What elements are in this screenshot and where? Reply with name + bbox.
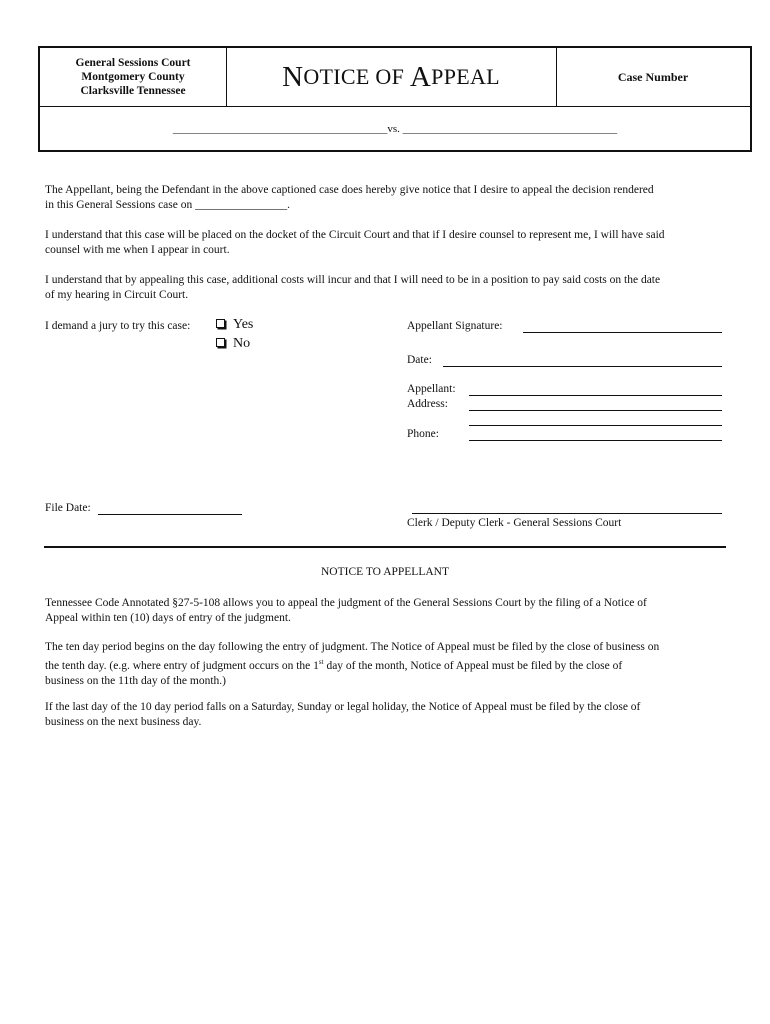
title-cap-1: N <box>282 60 304 93</box>
notice2-line2 <box>45 655 735 674</box>
file-date-label: File Date: <box>45 502 91 514</box>
para3-line1: I understand that by appealing this case, additional costs will incur and that I will need to be in a position to pay said costs on the date <box>45 274 661 286</box>
header-box <box>38 46 752 152</box>
notice2-sup: st <box>318 658 324 666</box>
parties-vs-line[interactable]: _______________________________________vs. _______________________________________ <box>172 123 618 135</box>
para1-line1: The Appellant, being the Defendant in the above captioned case does hereby give notice that I desire to appeal the decision rendered <box>45 184 654 196</box>
address-label: Address: <box>407 398 448 410</box>
notice2-line2-b: day of the month, Notice of Appeal must be filed by the close of <box>323 659 623 672</box>
phone-field[interactable] <box>469 439 722 441</box>
notice-heading: NOTICE TO APPELLANT <box>321 566 449 578</box>
notice3-line1: If the last day of the 10 day period falls on a Saturday, Sunday or legal holiday, the Notice of Appeal must be filed by the close of <box>45 701 641 713</box>
para1-line2: in this General Sessions case on ________________. <box>45 199 290 211</box>
court-line-1: General Sessions Court <box>75 57 191 69</box>
title-rest-2: PPEAL <box>431 64 500 89</box>
address-field-2[interactable] <box>469 424 722 426</box>
signature-field[interactable] <box>523 331 722 333</box>
title-cap-2: A <box>409 60 432 93</box>
yes-label: Yes <box>233 317 254 332</box>
case-number-label: Case Number <box>617 69 689 84</box>
court-line-2: Montgomery County <box>81 71 185 83</box>
paragraph-costs <box>45 273 735 303</box>
phone-label: Phone: <box>407 428 439 440</box>
para2-line1: I understand that this case will be placed on the docket of the Circuit Court and that if I desire counsel to represent me, I will have said <box>45 229 665 241</box>
notice2-line1: The ten day period begins on the day following the entry of judgment. The Notice of Appeal must be filed by the close of business on <box>45 641 660 653</box>
appellant-label: Appellant: <box>407 383 456 395</box>
yes-checkbox[interactable] <box>216 319 225 328</box>
section-divider <box>44 546 726 548</box>
signature-label: Appellant Signature: <box>407 320 503 332</box>
title-rest-1: OTICE OF <box>303 64 410 89</box>
date-label: Date: <box>407 354 432 366</box>
jury-yes-option[interactable] <box>216 317 253 333</box>
address-field-1[interactable] <box>469 409 722 411</box>
notice2-line2-a: the tenth day. (e.g. where entry of judgment occurs on the 1 <box>45 659 319 672</box>
header-row <box>40 48 750 107</box>
para3-line2: of my hearing in Circuit Court. <box>45 289 189 301</box>
jury-no-option[interactable] <box>216 336 250 352</box>
date-field[interactable] <box>443 365 722 367</box>
court-line-3: Clarksville Tennessee <box>80 85 186 97</box>
paragraph-appeal-notice <box>45 183 735 213</box>
document-title <box>226 48 557 106</box>
notice3-line2: business on the next business day. <box>45 716 202 728</box>
notice2-line3: business on the 11th day of the month.) <box>45 674 226 687</box>
notice-paragraph-3 <box>45 700 735 730</box>
paragraph-counsel <box>45 228 735 258</box>
para2-line2: counsel with me when I appear in court. <box>45 244 230 256</box>
no-checkbox[interactable] <box>216 338 225 347</box>
clerk-label: Clerk / Deputy Clerk - General Sessions Court <box>407 517 622 529</box>
jury-demand-label: I demand a jury to try this case: <box>45 320 191 332</box>
notice1-line1: Tennessee Code Annotated §27-5-108 allows you to appeal the judgment of the General Sessions Court by the filing of a Notice of <box>45 597 647 609</box>
appellant-field[interactable] <box>469 394 722 396</box>
court-info <box>40 48 227 106</box>
file-date-field[interactable] <box>98 513 242 515</box>
notice-paragraph-1 <box>45 596 735 626</box>
notice1-line2: Appeal within ten (10) days of entry of the judgment. <box>45 612 291 624</box>
clerk-signature-field[interactable] <box>412 512 722 514</box>
no-label: No <box>233 336 251 351</box>
notice-paragraph-2 <box>45 640 735 689</box>
